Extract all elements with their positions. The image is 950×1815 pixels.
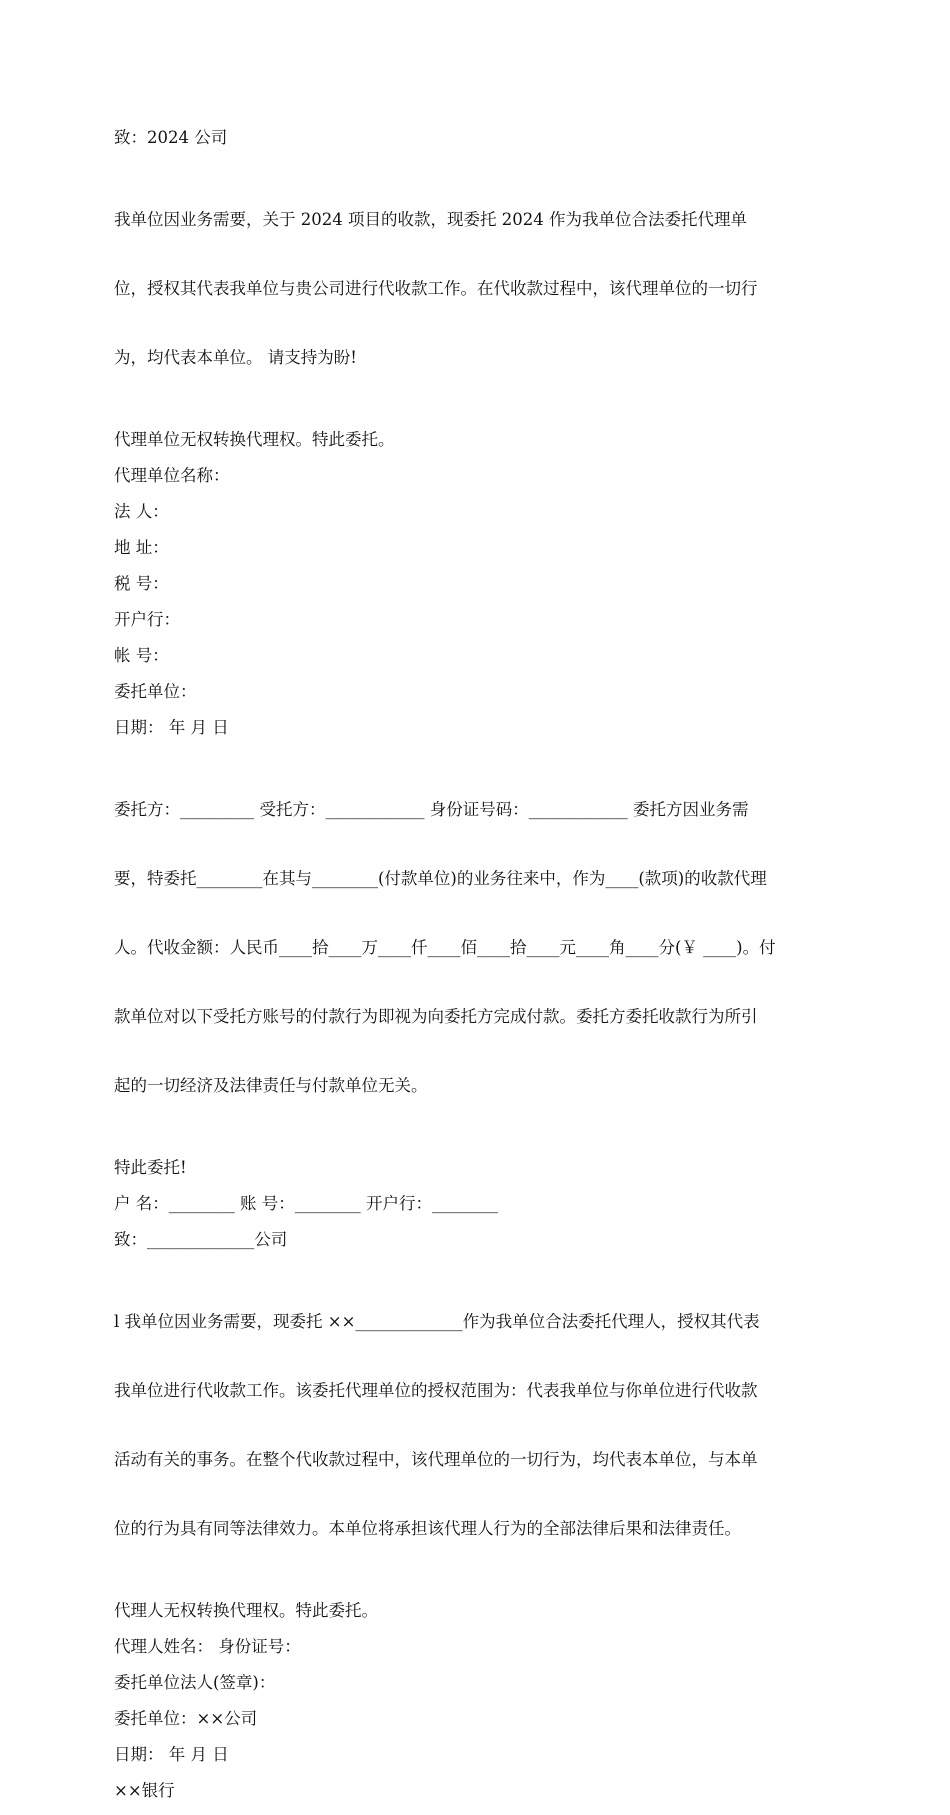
field-agent-name-id: 代理人姓名： 身份证号： xyxy=(114,1637,301,1656)
field-entrusting-unit: 委托单位：××公司 xyxy=(114,1709,258,1728)
letter1-body xyxy=(114,162,842,415)
body-line: 要，特委托________在其与________(付款单位)的业务往来中，作为____(款项)的收款代理 xyxy=(114,869,767,888)
body-line: 位，授权其代表我单位与贵公司进行代收款工作。在代收款过程中，该代理单位的一切行 xyxy=(114,279,758,298)
field-account-number: 帐 号： xyxy=(114,646,169,665)
no-transfer-statement: 代理单位无权转换代理权。特此委托。 xyxy=(114,430,395,449)
field-date: 日期： 年 月 日 xyxy=(114,1745,229,1764)
field-agent-unit-name: 代理单位名称： xyxy=(114,466,230,485)
field-bank-name: ××银行 xyxy=(114,1781,175,1800)
field-legal-signature: 委托单位法人(签章)： xyxy=(114,1673,276,1692)
field-bank: 开户行： xyxy=(114,610,180,629)
field-address: 地 址： xyxy=(114,538,169,557)
salutation: 致：_____________公司 xyxy=(114,1230,288,1249)
body-line: 我单位进行代收款工作。该委托代理单位的授权范围为：代表我单位与你单位进行代收款 xyxy=(114,1381,758,1400)
closing-statement: 特此委托! xyxy=(114,1158,187,1177)
field-date: 日期： 年 月 日 xyxy=(114,718,229,737)
salutation: 致：2024 公司 xyxy=(114,128,228,147)
no-transfer-statement: 代理人无权转换代理权。特此委托。 xyxy=(114,1601,378,1620)
document-page xyxy=(114,126,842,1815)
body-line: 起的一切经济及法律责任与付款单位无关。 xyxy=(114,1076,428,1095)
body-line: 为，均代表本单位。 请支持为盼! xyxy=(114,348,357,367)
field-tax-number: 税 号： xyxy=(114,574,169,593)
body-line: 委托方：_________ 受托方：____________ 身份证号码：____________ 委托方因业务需 xyxy=(114,800,749,819)
letter3-body xyxy=(114,1264,842,1586)
field-legal-person: 法 人： xyxy=(114,502,169,521)
field-entrusting-unit: 委托单位： xyxy=(114,682,197,701)
body-line: 人。代收金额：人民币____拾____万____仟____佰____拾____元____角____分(￥ ____)。付 xyxy=(114,938,776,957)
letter2-body xyxy=(114,752,842,1143)
body-line: 位的行为具有同等法律效力。本单位将承担该代理人行为的全部法律后果和法律责任。 xyxy=(114,1519,741,1538)
account-line: 户 名：________ 账 号：________ 开户行：________ xyxy=(114,1194,498,1213)
body-line: l 我单位因业务需要，现委托 ××_____________作为我单位合法委托代理人，授权其代表 xyxy=(114,1312,760,1331)
body-line: 活动有关的事务。在整个代收款过程中，该代理单位的一切行为，均代表本单位，与本单 xyxy=(114,1450,758,1469)
body-line: 我单位因业务需要，关于 2024 项目的收款，现委托 2024 作为我单位合法委托代理单 xyxy=(114,210,747,229)
body-line: 款单位对以下受托方账号的付款行为即视为向委托方完成付款。委托方委托收款行为所引 xyxy=(114,1007,758,1026)
